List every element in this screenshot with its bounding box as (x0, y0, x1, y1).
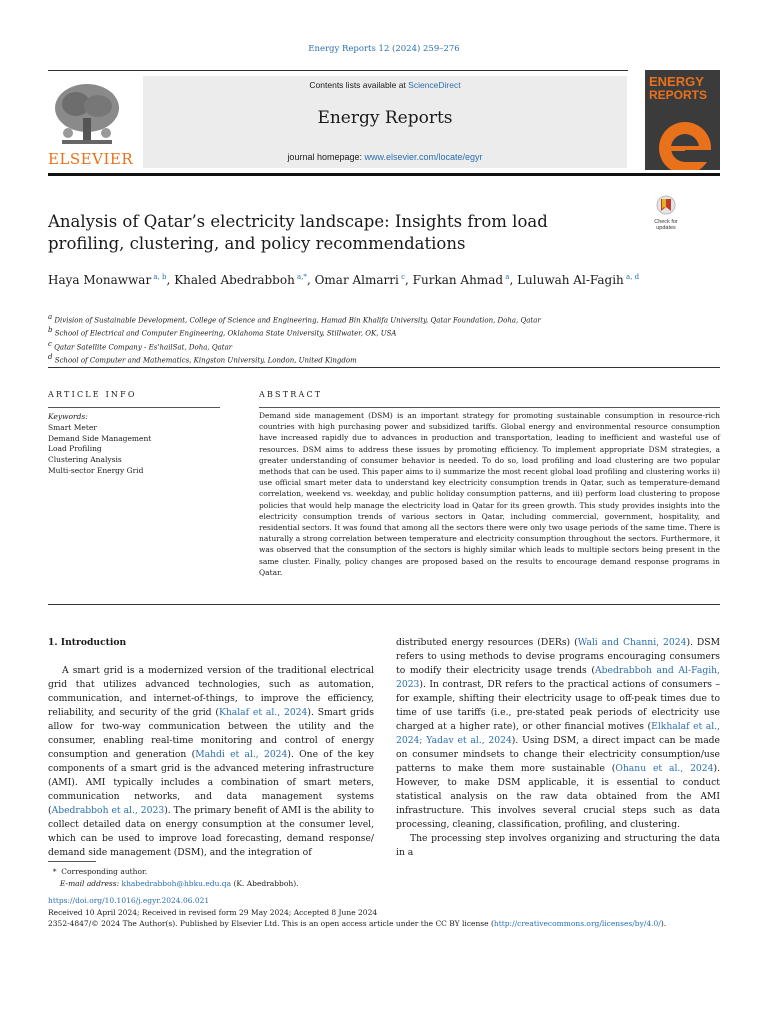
footnotes (48, 866, 720, 930)
author-affiliation-marker[interactable]: a, b (151, 273, 167, 281)
email-note (48, 878, 720, 890)
citation-link[interactable]: Abedrabboh et al., 2023 (51, 805, 165, 816)
check-for-updates-badge[interactable] (646, 195, 686, 229)
license-link[interactable]: http://creativecommons.org/licenses/by/4.0/ (493, 919, 661, 928)
license-line (48, 918, 720, 930)
affiliation-text: School of Electrical and Computer Engineering, Oklahoma State University, Stillwater, OK, USA (54, 329, 397, 338)
body-right-column (396, 636, 720, 860)
footnote-rule (48, 861, 96, 862)
author-affiliation-marker[interactable]: a, d (623, 273, 640, 281)
check-badge-line-1: Check for (654, 219, 678, 225)
author-affiliation-marker[interactable]: a,* (294, 273, 307, 281)
journal-cover-image[interactable] (645, 70, 720, 170)
affiliation-line (48, 312, 668, 325)
article-title: Analysis of Qatar’s electricity landscape: Insights from load profiling, clustering, and policy recommendations (48, 212, 548, 253)
abstract-bottom-rule (48, 604, 720, 605)
affiliation-key: b (48, 326, 55, 335)
body-paragraph: distributed energy resources (DERs) (Wali and Channi, 2024). DSM refers to using methods to devise programs encouraging consumers to modify their electricity usage trends (Abedrabboh and Al-Fagih, 2023). In contrast, DR refers to the practical actions of consumers – for example, shifting their electricity usage to off-peak times due to time of use tariffs (i.e., pre-stated peak periods of electricity use charged at a higher rate), or other financial motives (Elkhalaf et al., 2024; Yadav et al., 2024). Using DSM, a direct impact can be made on consumer mindsets to change their electricity consumption/use patterns to make them more sustainable (Ohanu et al., 2024). However, to make DSM applicable, it is essential to conduct statistical analysis on the raw data obtained from the AMI infrastructure. This involves several crucial steps such as data processing, cleaning, classification, profiling, and clustering. (396, 637, 721, 830)
body-paragraph: A smart grid is a modernized version of the traditional electrical grid that utilizes advanced technologies, such as automation, communication, and internet-of-things, to improve the efficiency, reliability, and security of the grid (Khalaf et al., 2024). Smart grids allow for two-way communication between the utility and the consumer, enabling real-time monitoring and control of energy consumption and generation (Mahdi et al., 2024). One of the key components of a smart grid is the advanced metering infrastructure (AMI). AMI typically includes a combination of smart meters, communication networks, and data management systems (Abedrabboh et al., 2023). The primary benefit of AMI is the ability to collect detailed data on energy consumption at the consumer level, which can be used to improve load forecasting, demand response/ demand side management (DSM), and the integration of (48, 665, 374, 858)
doi-link[interactable]: https://doi.org/10.1016/j.egyr.2024.06.021 (48, 896, 210, 905)
info-rule (48, 407, 220, 408)
abstract-heading: ABSTRACT (259, 390, 323, 399)
sciencedirect-link[interactable]: ScienceDirect (408, 80, 461, 90)
author-list: Haya Monawwar $^{a, b}$, Khaled Abedrabboh $^{a,*}$, Omar Almarri $^c$, Furkan Ahmad $^a$, Luluwah Al-Fagih $^{a, d}$ (48, 273, 640, 287)
abstract-rule (259, 407, 720, 408)
license-suffix: ). (660, 919, 667, 928)
divider-rule (48, 367, 720, 368)
author-name[interactable]: Khaled Abedrabboh (174, 273, 295, 287)
keyword-item: Smart Meter (48, 422, 97, 432)
header-bottom-rule (48, 173, 720, 176)
author-name[interactable]: Furkan Ahmad (412, 273, 504, 287)
journal-title: Energy Reports (317, 108, 453, 128)
affiliation-key: d (48, 352, 55, 361)
keyword-item: Demand Side Management (48, 433, 152, 443)
homepage-prefix: journal homepage: (287, 152, 365, 162)
received-dates: Received 10 April 2024; Received in revised form 29 May 2024; Accepted 8 June 2024 (48, 907, 378, 917)
citation-link[interactable]: Mahdi et al., 2024 (195, 749, 288, 760)
homepage-link[interactable]: www.elsevier.com/locate/egyr (364, 152, 483, 162)
affiliations (48, 312, 668, 365)
author-name[interactable]: Haya Monawwar (48, 273, 152, 287)
cover-title-2: REPORTS (649, 88, 708, 102)
affiliation-key: c (48, 339, 55, 348)
citation-link[interactable]: Elkhalaf et al., 2024; Yadav et al., 2024 (396, 721, 721, 746)
affiliation-line (48, 352, 668, 365)
contents-line (143, 80, 627, 90)
license-prefix: 2352-4847/© 2024 The Author(s). Published by Elsevier Ltd. This is an open access article under the CC BY license ( (48, 919, 494, 928)
email-label: E-mail address: (59, 878, 122, 888)
section-heading: 1. Introduction (48, 637, 127, 648)
author-name[interactable]: Omar Almarri (314, 273, 399, 287)
email-suffix: (K. Abedrabboh). (231, 878, 299, 888)
affiliation-key: a (48, 313, 55, 321)
corresponding-note: * Corresponding author. (48, 867, 148, 876)
keywords-list (48, 423, 223, 477)
cover-art (645, 106, 720, 170)
author-name[interactable]: Luluwah Al-Fagih (517, 273, 624, 287)
keyword-item: Clustering Analysis (48, 455, 122, 465)
check-updates-icon (646, 195, 686, 215)
body-paragraph: The processing step involves organizing and structuring the data in a (396, 833, 720, 858)
citation-link[interactable]: Wali and Channi, 2024 (577, 637, 687, 648)
keyword-item: Multi-sector Energy Grid (48, 465, 144, 475)
article-info-heading: ARTICLE INFO (48, 390, 137, 399)
citation-link[interactable]: Khalaf et al., 2024 (218, 707, 308, 718)
email-link[interactable]: khabedrabboh@hbku.edu.qa (121, 878, 232, 888)
body-left-column (48, 636, 374, 860)
author-affiliation-marker[interactable]: c (398, 273, 406, 281)
header-top-rule (48, 70, 628, 71)
affiliation-text: Division of Sustainable Development, College of Science and Engineering, Hamad Bin Khalifa University, Qatar Foundation, Doha, Qatar (54, 316, 541, 325)
keywords-label: Keywords: (48, 412, 88, 421)
abstract-text: Demand side management (DSM) is an important strategy for promoting sustainable consumption in resource-rich countries with high purchasing power and subsidized tariffs. Global energy and environmental resource consumption have increased rapidly due to advances in production and transportation, leading to inefficient and wasteful use of resources. DSM aims to address these issues by promoting efficiency. To implement appropriate DSM strategies, a greater understanding of consumer behavior is needed. To do so, load profiling and load clustering are two popular methods that can be used. This paper aims to i) summarize the most recent global load profiling and clustering works ii) use official smart meter data to understand key electricity consumption trends in Qatar, such as temperature-demand correlation, weekend vs. weekday, and public holiday consumption patterns, and iii) perform load clustering to propose policies that would help manage the electricity load in Qatar for its green growth. This study provides insights into the electricity consumption trends of various sectors in Qatar, including commercial, government, hospitality, and residential sectors. It was found that among all the sectors there were only two usage periods of the same time. There is naturally a strong correlation between temperature and electricity consumption throughout the sectors. Furthermore, it was observed that the consumption of the sectors is highly similar which leads to multiple sectors being present in the same cluster. Finally, policy changes are proposed based on the results to encourage demand response programs in Qatar. (259, 411, 720, 577)
cover-title-1: ENERGY (649, 74, 704, 89)
check-badge-line-2: updates (656, 225, 676, 231)
contents-prefix: Contents lists available at (309, 80, 409, 90)
author-affiliation-marker[interactable]: a (503, 273, 510, 281)
citation-link[interactable]: Ohanu et al., 2024 (615, 763, 714, 774)
affiliation-line (48, 325, 668, 338)
keyword-item: Load Profiling (48, 444, 102, 454)
affiliation-text: Qatar Satellite Company - Es’hailSat, Doha, Qatar (54, 342, 233, 351)
affiliation-text: School of Computer and Mathematics, Kingston University, London, United Kingdom (54, 356, 357, 365)
journal-reference[interactable]: Energy Reports 12 (2024) 259–276 (308, 44, 460, 54)
citation-link[interactable]: Abedrabboh and Al-Fagih, 2023 (396, 665, 720, 690)
publisher-name: ELSEVIER (48, 150, 134, 168)
affiliation-line (48, 339, 668, 352)
corresponding-label: Corresponding author. (61, 867, 148, 876)
homepage-line (143, 152, 627, 162)
keywords-block (48, 412, 223, 477)
